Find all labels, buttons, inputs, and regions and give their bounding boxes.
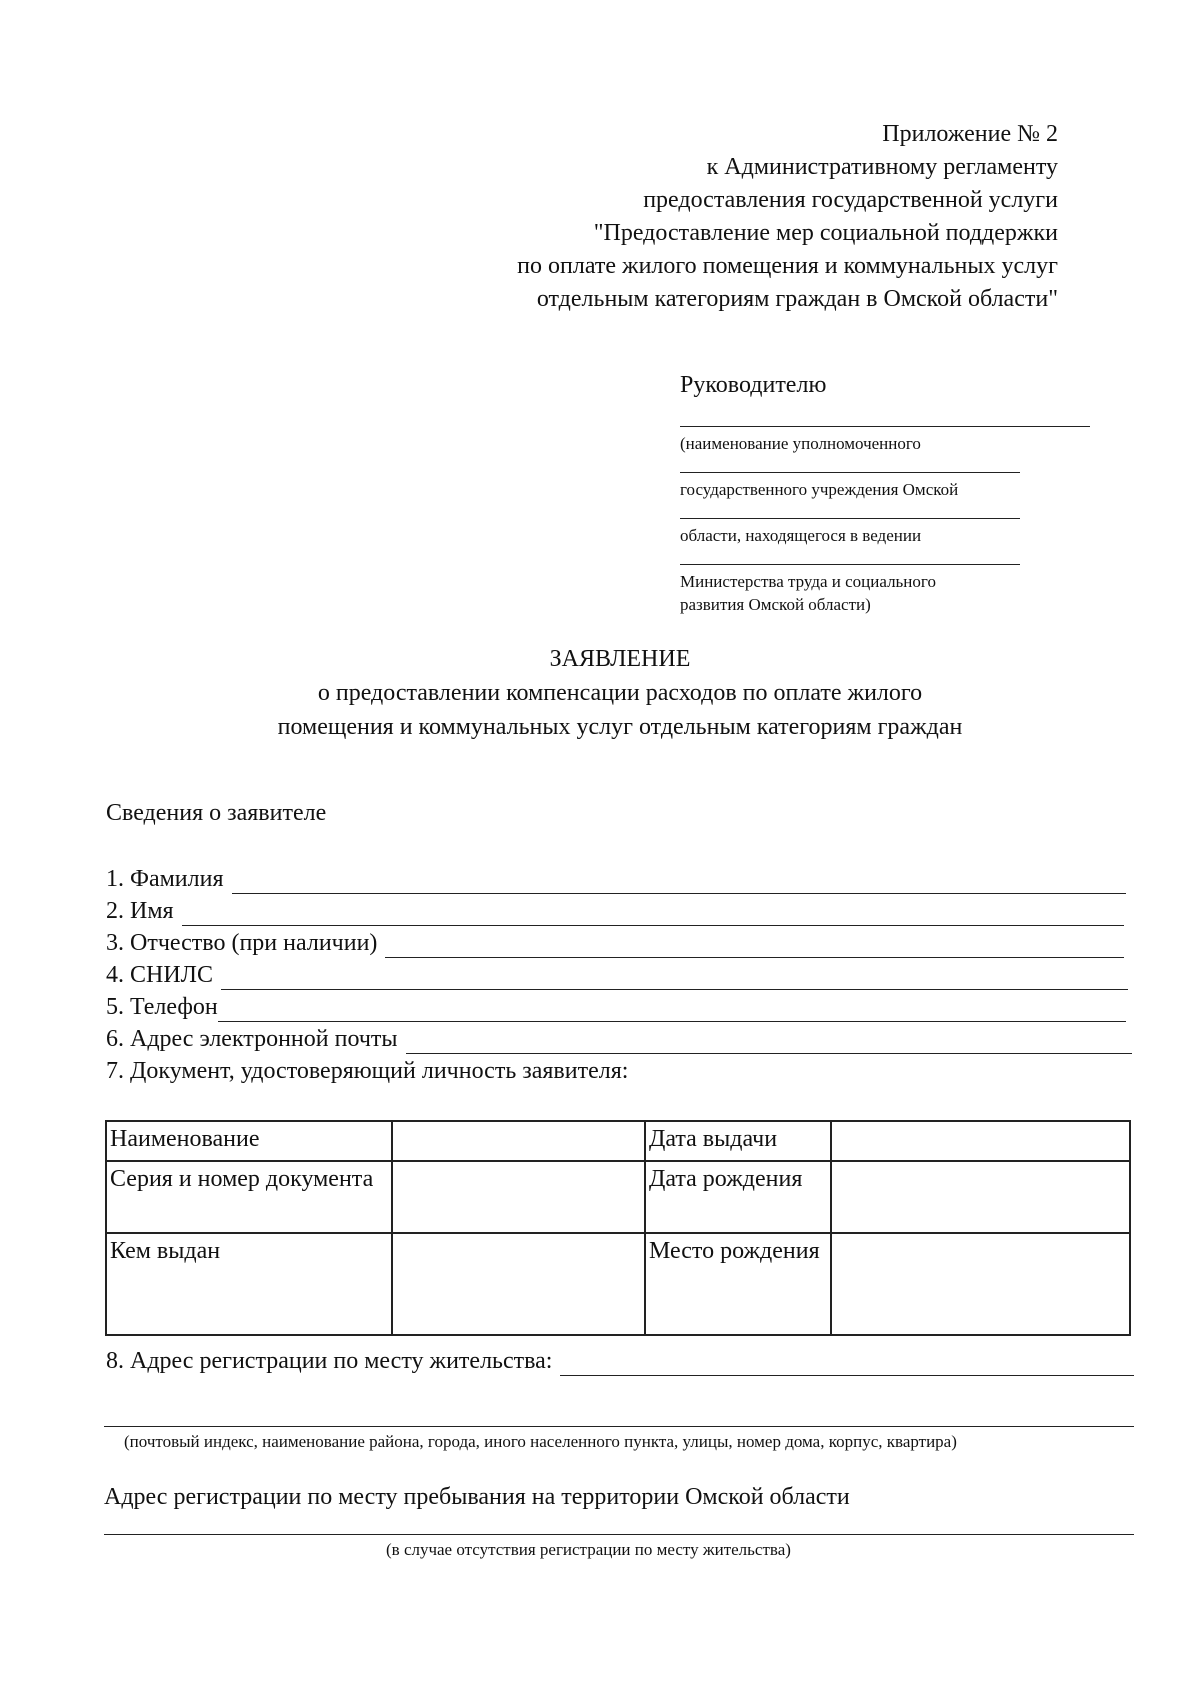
document-subtitle: помещения и коммунальных услуг отдельным категориям граждан bbox=[277, 714, 963, 740]
residence-hint: (почтовый индекс, наименование района, города, иного населенного пункта, улицы, номер дома, корпус, квартира) bbox=[124, 1432, 957, 1451]
appendix-header bbox=[517, 118, 1058, 316]
addressee-block bbox=[680, 370, 1100, 614]
stay-address-label: Адрес регистрации по месту пребывания на территории Омской области bbox=[104, 1484, 850, 1510]
birth-date-label: Дата рождения bbox=[645, 1161, 831, 1233]
section-title: Сведения о заявителе bbox=[106, 800, 327, 826]
issue-date-cell[interactable] bbox=[831, 1121, 1130, 1161]
surname-input-line[interactable] bbox=[232, 869, 1126, 894]
field-label: 7. Документ, удостоверяющий личность заявителя: bbox=[106, 1058, 629, 1084]
appendix-line: по оплате жилого помещения и коммунальных услуг bbox=[517, 253, 1058, 279]
stay-address-input-line[interactable] bbox=[104, 1534, 1134, 1535]
birth-date-cell[interactable] bbox=[831, 1161, 1130, 1233]
appendix-line: "Предоставление мер социальной поддержки bbox=[593, 220, 1058, 246]
field-patronymic bbox=[106, 926, 1124, 958]
addressee-input-line[interactable] bbox=[680, 426, 1090, 427]
phone-input-line[interactable] bbox=[218, 997, 1126, 1022]
addressee-hint: Министерства труда и социального bbox=[680, 572, 936, 591]
field-snils bbox=[106, 958, 1128, 990]
issue-date-label: Дата выдачи bbox=[645, 1121, 831, 1161]
field-name bbox=[106, 894, 1124, 926]
series-number-label: Серия и номер документа bbox=[106, 1161, 392, 1233]
birth-place-cell[interactable] bbox=[831, 1233, 1130, 1335]
field-label: 3. Отчество (при наличии) bbox=[106, 930, 378, 956]
document-subtitle: о предоставлении компенсации расходов по оплате жилого bbox=[317, 680, 923, 706]
residence-input-line[interactable] bbox=[560, 1351, 1134, 1376]
doc-name-cell[interactable] bbox=[392, 1121, 645, 1161]
addressee-input-line[interactable] bbox=[680, 518, 1020, 519]
name-input-line[interactable] bbox=[182, 901, 1124, 926]
appendix-number: Приложение № 2 bbox=[882, 121, 1058, 147]
field-label: 1. Фамилия bbox=[106, 866, 224, 892]
table-row bbox=[106, 1121, 1130, 1161]
doc-name-label: Наименование bbox=[106, 1121, 392, 1161]
addressee-hint: развития Омской области) bbox=[680, 595, 871, 614]
field-residence-address bbox=[106, 1344, 1134, 1376]
field-label: 8. Адрес регистрации по месту жительства: bbox=[106, 1348, 553, 1374]
document-title: ЗАЯВЛЕНИЕ bbox=[549, 646, 691, 672]
field-id-document bbox=[106, 1054, 628, 1086]
stay-address-hint: (в случае отсутствия регистрации по месту жительства) bbox=[386, 1540, 791, 1559]
field-label: 5. Телефон bbox=[106, 994, 218, 1020]
patronymic-input-line[interactable] bbox=[385, 933, 1124, 958]
email-input-line[interactable] bbox=[406, 1029, 1132, 1054]
field-surname bbox=[106, 862, 1126, 894]
field-label: 6. Адрес электронной почты bbox=[106, 1026, 398, 1052]
issued-by-label: Кем выдан bbox=[106, 1233, 392, 1335]
field-phone bbox=[106, 990, 1126, 1022]
appendix-line: отдельным категориям граждан в Омской области" bbox=[536, 286, 1058, 312]
addressee-input-line[interactable] bbox=[680, 472, 1020, 473]
birth-place-label: Место рождения bbox=[645, 1233, 831, 1335]
document-heading bbox=[0, 642, 1200, 744]
table-row bbox=[106, 1233, 1130, 1335]
field-label: 4. СНИЛС bbox=[106, 962, 213, 988]
id-document-table bbox=[105, 1120, 1131, 1336]
addressee-title: Руководителю bbox=[680, 372, 827, 398]
table-row bbox=[106, 1161, 1130, 1233]
issued-by-cell[interactable] bbox=[392, 1233, 645, 1335]
snils-input-line[interactable] bbox=[221, 965, 1128, 990]
appendix-line: предоставления государственной услуги bbox=[643, 187, 1058, 213]
residence-input-line-2[interactable] bbox=[104, 1426, 1134, 1427]
series-number-cell[interactable] bbox=[392, 1161, 645, 1233]
addressee-hint: области, находящегося в ведении bbox=[680, 526, 922, 545]
addressee-input-line[interactable] bbox=[680, 564, 1020, 565]
addressee-hint: (наименование уполномоченного bbox=[680, 434, 921, 453]
field-email bbox=[106, 1022, 1132, 1054]
addressee-hint: государственного учреждения Омской bbox=[680, 480, 959, 499]
field-label: 2. Имя bbox=[106, 898, 174, 924]
appendix-line: к Административному регламенту bbox=[706, 154, 1058, 180]
